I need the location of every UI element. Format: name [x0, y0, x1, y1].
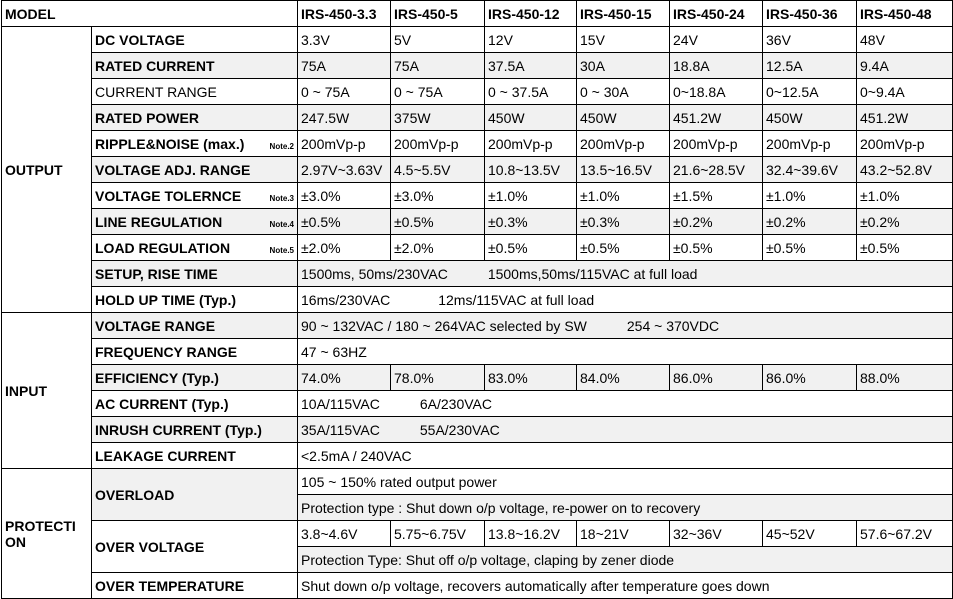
row-label-text: LOAD REGULATION	[95, 239, 231, 256]
row-label: FREQUENCY RANGE	[92, 339, 298, 365]
row-label: OVER VOLTAGE	[92, 521, 298, 573]
cell: ±2.0%	[391, 235, 485, 261]
cell: 375W	[391, 105, 485, 131]
table-row	[2, 131, 953, 157]
table-row	[2, 365, 953, 391]
cell: 200mVp-p	[577, 131, 670, 157]
row-label: CURRENT RANGE	[92, 79, 298, 105]
row-label: DC VOLTAGE	[92, 27, 298, 53]
cell: ±1.0%	[857, 183, 953, 209]
cell: 0 ~ 37.5A	[485, 79, 577, 105]
row-label: VOLTAGE ADJ. RANGE	[92, 157, 298, 183]
cell: 75A	[391, 53, 485, 79]
cell: 74.0%	[298, 365, 391, 391]
cell: 48V	[857, 27, 953, 53]
cell: 86.0%	[763, 365, 857, 391]
group-label-line: PROTECTI	[5, 517, 76, 534]
cell: 86.0%	[670, 365, 763, 391]
group-label-line: ON	[5, 533, 26, 550]
cell: 24V	[670, 27, 763, 53]
span-cell: Protection Type: Shut off o/p voltage, claping by zener diode	[298, 547, 953, 573]
cell: 43.2~52.8V	[857, 157, 953, 183]
cell: ±1.5%	[670, 183, 763, 209]
span-cell: 105 ~ 150% rated output power	[298, 469, 953, 495]
table-row	[2, 27, 953, 53]
protection-group-label	[2, 469, 92, 599]
table-row	[2, 79, 953, 105]
cell: 450W	[485, 105, 577, 131]
cell: 4.5~5.5V	[391, 157, 485, 183]
output-group-label: OUTPUT	[2, 27, 92, 313]
span-cell: <2.5mA / 240VAC	[298, 443, 953, 469]
table-row	[2, 573, 953, 599]
note-ref: Note.5	[269, 245, 294, 255]
row-label	[92, 183, 298, 209]
model-col: IRS-450-15	[577, 1, 670, 27]
cell: 83.0%	[485, 365, 577, 391]
cell: 88.0%	[857, 365, 953, 391]
span-cell	[298, 417, 953, 443]
row-label: OVER TEMPERATURE	[92, 573, 298, 599]
cell: ±0.3%	[485, 209, 577, 235]
cell: 450W	[577, 105, 670, 131]
cell: ±0.5%	[298, 209, 391, 235]
cell: ±0.2%	[857, 209, 953, 235]
cell: 200mVp-p	[391, 131, 485, 157]
cell: ±0.2%	[670, 209, 763, 235]
note-ref: Note.3	[269, 193, 294, 203]
cell: ±0.2%	[763, 209, 857, 235]
cell: 451.2W	[857, 105, 953, 131]
row-label: LEAKAGE CURRENT	[92, 443, 298, 469]
model-col: IRS-450-24	[670, 1, 763, 27]
table-row	[2, 105, 953, 131]
table-row	[2, 443, 953, 469]
row-label-text: VOLTAGE TOLERNCE	[95, 187, 242, 204]
input-group-label: INPUT	[2, 313, 92, 469]
cell: 200mVp-p	[857, 131, 953, 157]
cell: 57.6~67.2V	[857, 521, 953, 547]
cell: 12.5A	[763, 53, 857, 79]
span-text: 55A/230VAC	[419, 421, 500, 438]
cell: 15V	[577, 27, 670, 53]
row-label: RATED POWER	[92, 105, 298, 131]
cell: 32~36V	[670, 521, 763, 547]
row-label	[92, 131, 298, 157]
table-row	[2, 209, 953, 235]
row-label: VOLTAGE RANGE	[92, 313, 298, 339]
cell: ±3.0%	[298, 183, 391, 209]
table-row	[2, 287, 953, 313]
table-row	[2, 391, 953, 417]
table-row	[2, 157, 953, 183]
cell: 9.4A	[857, 53, 953, 79]
cell: 5V	[391, 27, 485, 53]
cell: 451.2W	[670, 105, 763, 131]
cell: ±0.3%	[577, 209, 670, 235]
cell: ±0.5%	[391, 209, 485, 235]
cell: 13.8~16.2V	[485, 521, 577, 547]
cell: 0 ~ 75A	[298, 79, 391, 105]
cell: 0~9.4A	[857, 79, 953, 105]
cell: ±1.0%	[577, 183, 670, 209]
note-ref: Note.2	[269, 141, 294, 151]
cell: ±0.5%	[763, 235, 857, 261]
span-text: 6A/230VAC	[419, 395, 492, 412]
cell: 5.75~6.75V	[391, 521, 485, 547]
cell: 18.8A	[670, 53, 763, 79]
span-cell	[298, 391, 953, 417]
cell: ±0.5%	[670, 235, 763, 261]
cell: 450W	[763, 105, 857, 131]
row-label	[92, 209, 298, 235]
cell: 2.97V~3.63V	[298, 157, 391, 183]
span-text: 1500ms,50ms/115VAC at full load	[487, 265, 698, 282]
cell: ±0.5%	[577, 235, 670, 261]
cell: 200mVp-p	[485, 131, 577, 157]
row-label: HOLD UP TIME (Typ.)	[92, 287, 298, 313]
model-col: IRS-450-12	[485, 1, 577, 27]
span-cell	[298, 287, 953, 313]
row-label: AC CURRENT (Typ.)	[92, 391, 298, 417]
span-cell: 47 ~ 63HZ	[298, 339, 953, 365]
cell: 21.6~28.5V	[670, 157, 763, 183]
span-text: 16ms/230VAC	[301, 291, 391, 308]
row-label: SETUP, RISE TIME	[92, 261, 298, 287]
model-col: IRS-450-5	[391, 1, 485, 27]
cell: ±2.0%	[298, 235, 391, 261]
cell: 0 ~ 75A	[391, 79, 485, 105]
row-label: EFFICIENCY (Typ.)	[92, 365, 298, 391]
cell: ±0.5%	[485, 235, 577, 261]
table-row	[2, 313, 953, 339]
model-col: IRS-450-48	[857, 1, 953, 27]
cell: 30A	[577, 53, 670, 79]
cell: 45~52V	[763, 521, 857, 547]
cell: 200mVp-p	[763, 131, 857, 157]
span-text: 90 ~ 132VAC / 180 ~ 264VAC selected by SW	[301, 317, 587, 334]
row-label: RATED CURRENT	[92, 53, 298, 79]
cell: ±1.0%	[763, 183, 857, 209]
row-label: INRUSH CURRENT (Typ.)	[92, 417, 298, 443]
cell: 37.5A	[485, 53, 577, 79]
cell: 75A	[298, 53, 391, 79]
span-cell: Shut down o/p voltage, recovers automatically after temperature goes down	[298, 573, 953, 599]
model-col: IRS-450-3.3	[298, 1, 391, 27]
cell: 84.0%	[577, 365, 670, 391]
cell: 32.4~39.6V	[763, 157, 857, 183]
table-row	[2, 183, 953, 209]
cell: ±0.5%	[857, 235, 953, 261]
cell: 200mVp-p	[298, 131, 391, 157]
span-cell: Protection type : Shut down o/p voltage, re-power on to recovery	[298, 495, 953, 521]
cell: ±3.0%	[391, 183, 485, 209]
table-row	[2, 469, 953, 495]
span-text: 12ms/115VAC at full load	[438, 291, 595, 308]
cell: ±1.0%	[485, 183, 577, 209]
cell: 78.0%	[391, 365, 485, 391]
table-row	[2, 521, 953, 547]
span-text: 1500ms, 50ms/230VAC	[301, 265, 448, 282]
row-label	[92, 235, 298, 261]
cell: 0~12.5A	[763, 79, 857, 105]
span-text: 10A/115VAC	[301, 395, 380, 412]
span-text: 35A/115VAC	[301, 421, 380, 438]
span-cell	[298, 261, 953, 287]
span-text: 254 ~ 370VDC	[626, 317, 720, 334]
table-row	[2, 339, 953, 365]
row-label-text: LINE REGULATION	[95, 213, 223, 230]
cell: 10.8~13.5V	[485, 157, 577, 183]
note-ref: Note.4	[269, 219, 294, 229]
cell: 247.5W	[298, 105, 391, 131]
table-row	[2, 235, 953, 261]
model-header: MODEL	[2, 1, 298, 27]
cell: 0~18.8A	[670, 79, 763, 105]
table-row	[2, 417, 953, 443]
header-row	[2, 1, 953, 27]
cell: 3.8~4.6V	[298, 521, 391, 547]
row-label: OVERLOAD	[92, 469, 298, 521]
span-cell	[298, 313, 953, 339]
cell: 36V	[763, 27, 857, 53]
table-row	[2, 261, 953, 287]
cell: 18~21V	[577, 521, 670, 547]
table-row	[2, 53, 953, 79]
spec-table	[1, 0, 953, 599]
row-label-text: RIPPLE&NOISE (max.)	[95, 135, 245, 152]
cell: 200mVp-p	[670, 131, 763, 157]
cell: 0 ~ 30A	[577, 79, 670, 105]
cell: 12V	[485, 27, 577, 53]
cell: 3.3V	[298, 27, 391, 53]
cell: 13.5~16.5V	[577, 157, 670, 183]
model-col: IRS-450-36	[763, 1, 857, 27]
